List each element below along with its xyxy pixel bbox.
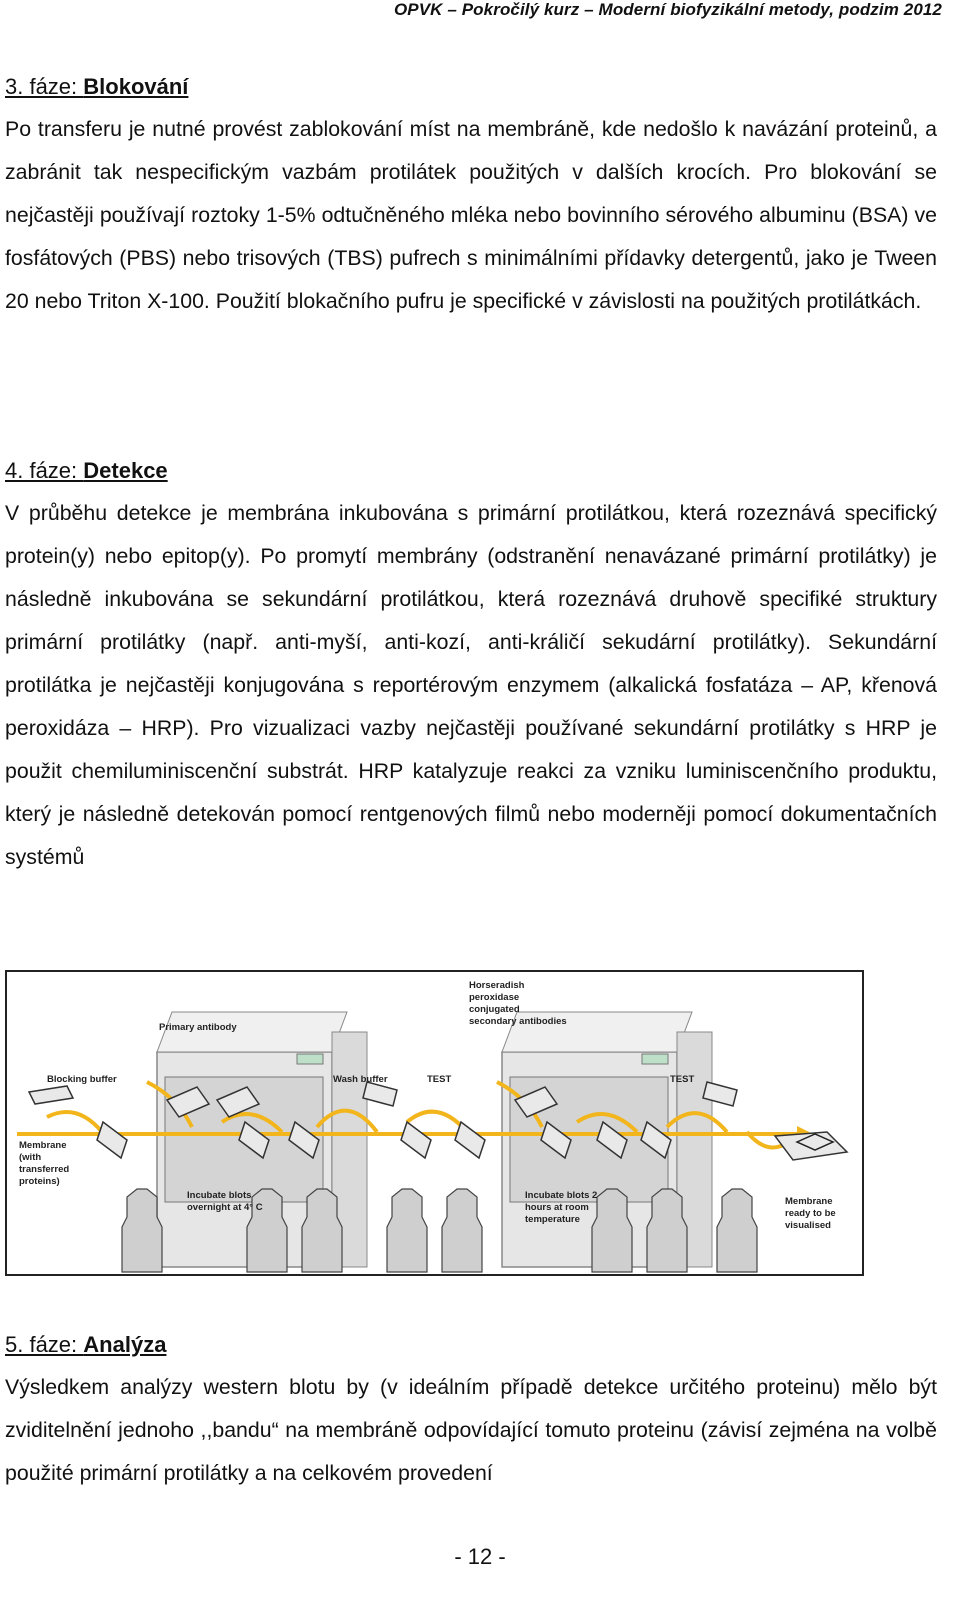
- label-line: Incubate blots 2: [525, 1190, 598, 1201]
- section-title-detection: [5, 458, 168, 484]
- section-title-analysis: [5, 1332, 166, 1358]
- label-line: transferred: [19, 1164, 70, 1175]
- label-secondary-antibodies: [469, 980, 567, 1027]
- label-line: proteins): [19, 1176, 60, 1187]
- section-name: Detekce: [83, 458, 168, 483]
- diagram-svg: [7, 972, 862, 1274]
- label-blocking-buffer: Blocking buffer: [47, 1074, 117, 1085]
- page-number: - 12 -: [454, 1544, 506, 1569]
- paragraph-detection: V průběhu detekce je membrána inkubována s primární protilátkou, která rozeznává specifický protein(y) nebo epitop(y). Po promytí membrány (odstranění nenavázané primární protilátky) je následně inkubována se sekundární protilátkou, která rozeznává druhově specifiké struktury primární protilátky (např. anti-myší, anti-kozí, anti-králičí sekudární protilátky). Sekundární protilátka je nejčastěji konjugována s reportérovým enzymem (alkalická fosfatáza – AP, křenová peroxidáza – HRP). Pro vizualizaci vazby nejčastěji používané sekundární protilátky s HRP je použit chemiluminiscenční substrát. HRP katalyzuje reakci za vzniku luminiscenčního produktu, který je následně detekován pomocí rentgenových filmů nebo moderněji pomocí dokumentačních systémů: [5, 501, 937, 869]
- section-prefix: 3. fáze:: [5, 74, 84, 99]
- label-line: (with: [19, 1152, 42, 1163]
- running-header: OPVK – Pokročilý kurz – Moderní biofyzikální metody, podzim 2012: [393, 0, 942, 19]
- label-test-1: TEST: [427, 1074, 452, 1085]
- label-line: ready to be: [785, 1208, 836, 1219]
- paragraph-blocking: Po transferu je nutné provést zablokování míst na membráně, kde nedošlo k navázání proteinů, a zabránit tak nespecifickým vazbám protilátek použitých v dalších krocích. Pro blokování se nejčastěji používají roztoky 1-5% odtučněného mléka nebo bovinního sérového albuminu (BSA) ve fosfátových (PBS) nebo trisových (TBS) pufrech s minimálními přídavky detergentů, jako je Tween 20 nebo Triton X-100. Použití blokačního pufru je specifické v závislosti na použitých protilátkách.: [5, 117, 937, 313]
- label-line: conjugated: [469, 1004, 520, 1015]
- label-primary-antibody: Primary antibody: [159, 1022, 237, 1033]
- label-line: Horseradish: [469, 980, 525, 991]
- label-membrane-ready: [785, 1196, 836, 1231]
- label-line: overnight at 4° C: [187, 1202, 263, 1213]
- section-prefix: 5. fáze:: [5, 1332, 84, 1357]
- paragraph-analysis: Výsledkem analýzy western blotu by (v ideálním případě detekce určitého proteinu) mělo být zviditelnění jednoho ,,bandu“ na membráně odpovídající tomuto proteinu (závisí zejména na volbě použité primární protilátky a na celkovém provedení: [5, 1375, 937, 1485]
- label-line: secondary antibodies: [469, 1016, 567, 1027]
- label-line: peroxidase: [469, 992, 520, 1003]
- tray-icons: [29, 1082, 847, 1160]
- label-line: temperature: [525, 1214, 580, 1225]
- label-line: Incubate blots: [187, 1190, 252, 1201]
- label-membrane: [19, 1140, 69, 1187]
- label-wash-buffer: Wash buffer: [333, 1074, 388, 1085]
- label-line: Membrane: [19, 1140, 67, 1151]
- label-line: hours at room: [525, 1202, 589, 1213]
- section-name: Blokování: [83, 74, 189, 99]
- section-title-blocking: [5, 74, 188, 100]
- western-blot-diagram: [5, 970, 864, 1276]
- section-name: Analýza: [83, 1332, 167, 1357]
- label-incubate-overnight: [187, 1190, 263, 1213]
- section-prefix: 4. fáze:: [5, 458, 84, 483]
- label-line: Membrane: [785, 1196, 833, 1207]
- label-test-2: TEST: [670, 1074, 695, 1085]
- label-line: visualised: [785, 1220, 831, 1231]
